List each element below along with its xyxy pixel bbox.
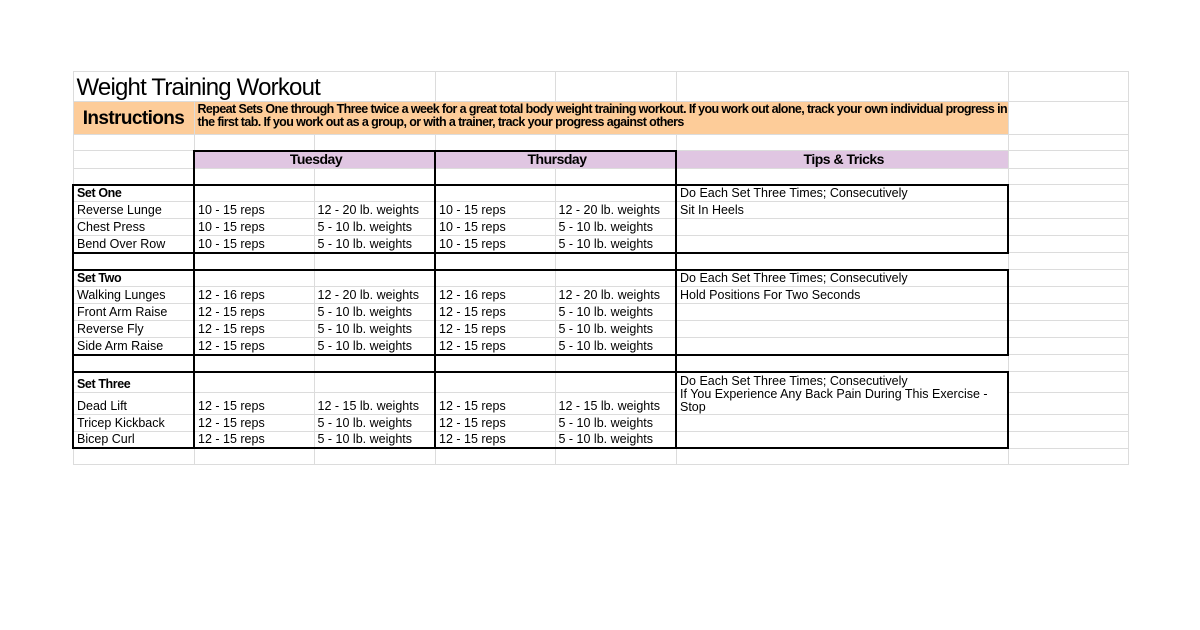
- set-header-row: [73, 372, 1128, 393]
- set-name: Set Three: [73, 372, 194, 393]
- weight-tuesday: 5 - 10 lb. weights: [314, 219, 435, 236]
- reps-tuesday: 12 - 15 reps: [194, 414, 314, 431]
- table-row: [73, 431, 1128, 448]
- reps-thursday: 12 - 15 reps: [435, 393, 555, 414]
- weight-thursday: 12 - 20 lb. weights: [555, 287, 676, 304]
- exercise-name: Dead Lift: [73, 393, 194, 414]
- exercise-name: Reverse Lunge: [73, 202, 194, 219]
- exercise-name: Chest Press: [73, 219, 194, 236]
- set-name: Set One: [73, 185, 194, 202]
- table-row: [73, 338, 1128, 355]
- set-tip: Hold Positions For Two Seconds: [676, 287, 1008, 304]
- reps-tuesday: 12 - 15 reps: [194, 431, 314, 448]
- table-row: [73, 219, 1128, 236]
- weight-thursday: 5 - 10 lb. weights: [555, 236, 676, 253]
- header-thursday: Thursday: [435, 151, 676, 169]
- reps-tuesday: 10 - 15 reps: [194, 219, 314, 236]
- reps-thursday: 10 - 15 reps: [435, 236, 555, 253]
- reps-thursday: 10 - 15 reps: [435, 202, 555, 219]
- weight-thursday: 5 - 10 lb. weights: [555, 338, 676, 355]
- weight-thursday: 5 - 10 lb. weights: [555, 304, 676, 321]
- reps-thursday: 12 - 15 reps: [435, 338, 555, 355]
- exercise-name: Front Arm Raise: [73, 304, 194, 321]
- reps-thursday: 12 - 15 reps: [435, 431, 555, 448]
- table-row: [73, 321, 1128, 338]
- reps-tuesday: 10 - 15 reps: [194, 202, 314, 219]
- weight-tuesday: 5 - 10 lb. weights: [314, 304, 435, 321]
- instructions-text: Repeat Sets One through Three twice a week for a great total body weight training workout. If you work out alone, track your own individual progress in the first tab. If you work out as a group, or with a trainer, track your progress against others: [194, 102, 1008, 135]
- table-row: [73, 236, 1128, 253]
- weight-tuesday: 12 - 20 lb. weights: [314, 202, 435, 219]
- header-tips: Tips & Tricks: [676, 151, 1008, 169]
- reps-tuesday: 10 - 15 reps: [194, 236, 314, 253]
- table-row: [73, 414, 1128, 431]
- weight-tuesday: 5 - 10 lb. weights: [314, 236, 435, 253]
- weight-tuesday: 12 - 15 lb. weights: [314, 393, 435, 414]
- exercise-name: Tricep Kickback: [73, 414, 194, 431]
- exercise-name: Bend Over Row: [73, 236, 194, 253]
- weight-thursday: 12 - 15 lb. weights: [555, 393, 676, 414]
- table-row: [73, 202, 1128, 219]
- weight-thursday: 5 - 10 lb. weights: [555, 414, 676, 431]
- workout-sheet: [72, 71, 1129, 465]
- weight-tuesday: 5 - 10 lb. weights: [314, 338, 435, 355]
- weight-thursday: 5 - 10 lb. weights: [555, 219, 676, 236]
- reps-tuesday: 12 - 15 reps: [194, 304, 314, 321]
- weight-thursday: 12 - 20 lb. weights: [555, 202, 676, 219]
- reps-tuesday: 12 - 16 reps: [194, 287, 314, 304]
- weight-tuesday: 12 - 20 lb. weights: [314, 287, 435, 304]
- reps-thursday: 12 - 15 reps: [435, 304, 555, 321]
- exercise-name: Side Arm Raise: [73, 338, 194, 355]
- weight-thursday: 5 - 10 lb. weights: [555, 431, 676, 448]
- set-header-row: [73, 270, 1128, 287]
- weight-thursday: 5 - 10 lb. weights: [555, 321, 676, 338]
- reps-thursday: 12 - 15 reps: [435, 321, 555, 338]
- weight-tuesday: 5 - 10 lb. weights: [314, 321, 435, 338]
- table-row: [73, 287, 1128, 304]
- exercise-name: Reverse Fly: [73, 321, 194, 338]
- set-tip: Sit In Heels: [676, 202, 1008, 219]
- set-tips: [676, 372, 1008, 415]
- set-name: Set Two: [73, 270, 194, 287]
- reps-thursday: 12 - 15 reps: [435, 414, 555, 431]
- set-tip: Do Each Set Three Times; Consecutively: [676, 185, 1008, 202]
- weight-tuesday: 5 - 10 lb. weights: [314, 414, 435, 431]
- exercise-name: Walking Lunges: [73, 287, 194, 304]
- table-row: [73, 304, 1128, 321]
- instructions-label: Instructions: [73, 102, 194, 135]
- exercise-name: Bicep Curl: [73, 431, 194, 448]
- set-tip: Do Each Set Three Times; Consecutively: [680, 373, 908, 388]
- page-title: Weight Training Workout: [73, 72, 435, 102]
- reps-tuesday: 12 - 15 reps: [194, 393, 314, 414]
- reps-thursday: 12 - 16 reps: [435, 287, 555, 304]
- header-tuesday: Tuesday: [194, 151, 435, 169]
- set-header-row: [73, 185, 1128, 202]
- reps-thursday: 10 - 15 reps: [435, 219, 555, 236]
- reps-tuesday: 12 - 15 reps: [194, 321, 314, 338]
- reps-tuesday: 12 - 15 reps: [194, 338, 314, 355]
- set-tip: Do Each Set Three Times; Consecutively: [676, 270, 1008, 287]
- set-tip: If You Experience Any Back Pain During This Exercise - Stop: [680, 386, 988, 414]
- weight-tuesday: 5 - 10 lb. weights: [314, 431, 435, 448]
